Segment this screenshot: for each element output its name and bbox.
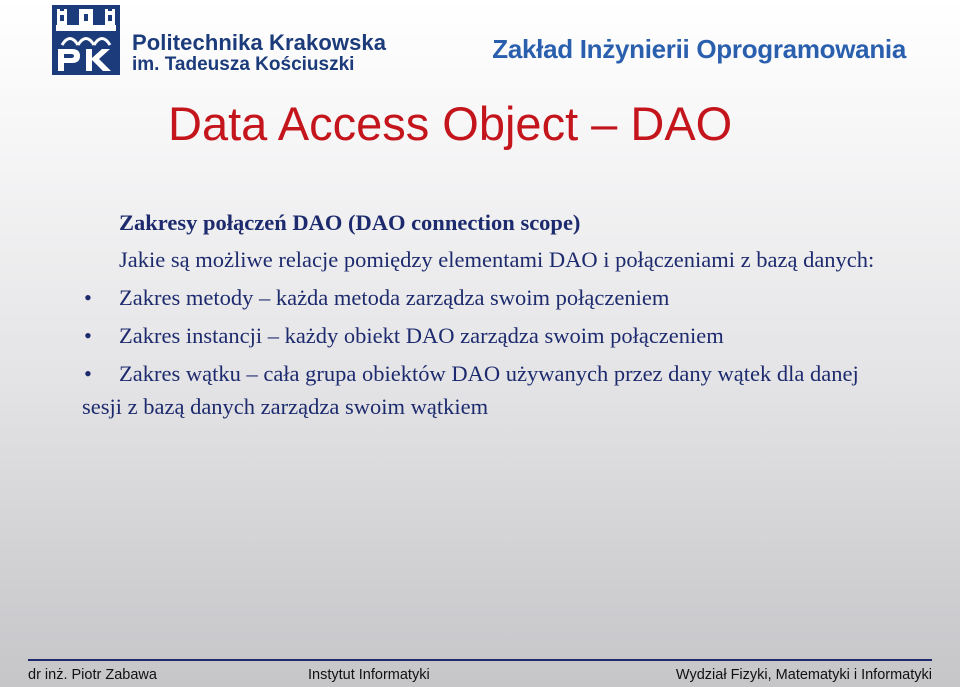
footer-institute: Instytut Informatyki <box>308 667 430 683</box>
footer-faculty: Wydział Fizyki, Matematyki i Informatyki <box>675 667 932 683</box>
slide-content <box>82 206 882 428</box>
bullet-icon: • <box>84 361 92 386</box>
university-name: Politechnika Krakowska <box>132 30 387 55</box>
list-item-text: Zakres instancji – każdy obiekt DAO zarządza swoim połączeniem <box>119 323 724 348</box>
bullet-icon: • <box>84 323 92 348</box>
slide-title: Data Access Object – DAO <box>168 97 733 150</box>
list-item <box>82 357 882 423</box>
list-item-text: Zakres metody – każda metoda zarządza swoim połączeniem <box>119 285 670 310</box>
university-patron: im. Tadeusza Kościuszki <box>132 54 355 75</box>
bullet-icon: • <box>84 285 92 310</box>
footer-divider <box>28 659 932 661</box>
footer-author: dr inż. Piotr Zabawa <box>28 667 157 683</box>
bullet-list <box>82 281 882 423</box>
department-name: Zakład Inżynierii Oprogramowania <box>492 34 906 64</box>
section-subheading: Zakresy połączeń DAO (DAO connection scope) <box>119 210 581 235</box>
university-logo-icon <box>52 5 120 75</box>
list-item-text: Zakres wątku – cała grupa obiektów DAO używanych przez dany wątek dla danej sesji z bazą danych zarządza swoim wątkiem <box>82 361 859 419</box>
list-item <box>82 281 882 314</box>
intro-paragraph: Jakie są możliwe relacje pomiędzy elementami DAO i połączeniami z bazą danych: <box>119 247 875 272</box>
list-item <box>82 319 882 352</box>
